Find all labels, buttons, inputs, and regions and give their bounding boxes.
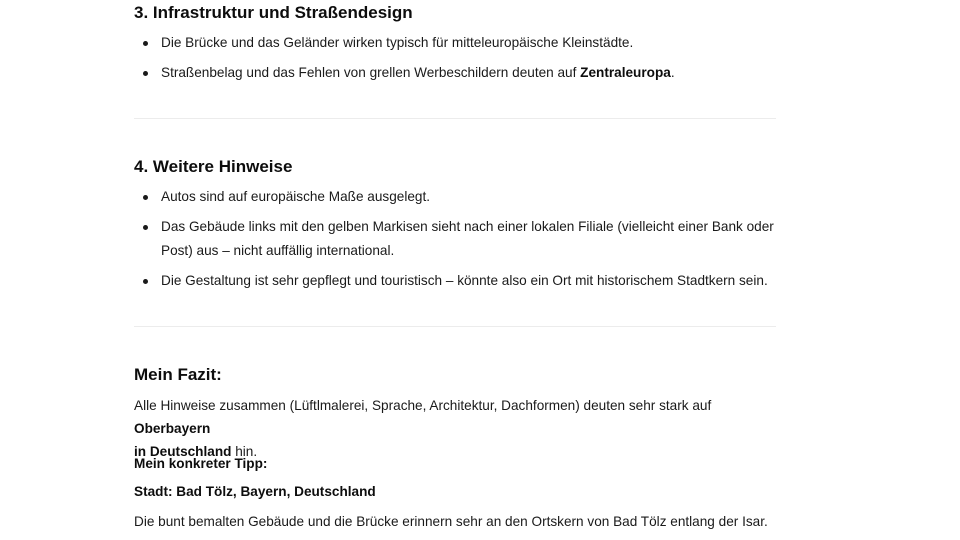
section-4-heading: 4. Weitere Hinweise [134,157,293,176]
section-3-heading: 3. Infrastruktur und Straßendesign [134,3,413,22]
section-4-list [134,185,776,293]
section-3-list [134,31,776,85]
bullet-icon [143,279,148,284]
list-item: Das Gebäude links mit den gelben Markisen sieht nach einer lokalen Filiale (vielleicht einer Bank oder Post) aus – nicht auffällig international. [134,215,776,263]
list-item: Autos sind auf europäische Maße ausgelegt. [134,185,776,209]
city-line: Stadt: Bad Tölz, Bayern, Deutschland [134,484,376,499]
list-item: Die Gestaltung ist sehr gepflegt und touristisch – könnte also ein Ort mit historischem Stadtkern sein. [134,269,776,293]
section-divider [134,326,776,327]
bullet-icon [143,195,148,200]
tip-label: Mein konkreter Tipp: [134,456,268,471]
bullet-icon [143,71,148,76]
fazit-summary: Alle Hinweise zusammen (Lüftlmalerei, Sprache, Architektur, Dachformen) deuten sehr stark auf Oberbayern in Deutschland hin. [134,398,712,459]
section-divider [134,118,776,119]
closing-text: Die bunt bemalten Gebäude und die Brücke erinnern sehr an den Ortskern von Bad Tölz entlang der Isar. [134,514,768,529]
list-item: Straßenbelag und das Fehlen von grellen Werbeschildern deuten auf Zentraleuropa. [134,61,776,85]
list-item: Die Brücke und das Geländer wirken typisch für mitteleuropäische Kleinstädte. [134,31,776,55]
bullet-icon [143,41,148,46]
bullet-icon [143,225,148,230]
fazit-heading: Mein Fazit: [134,365,222,384]
